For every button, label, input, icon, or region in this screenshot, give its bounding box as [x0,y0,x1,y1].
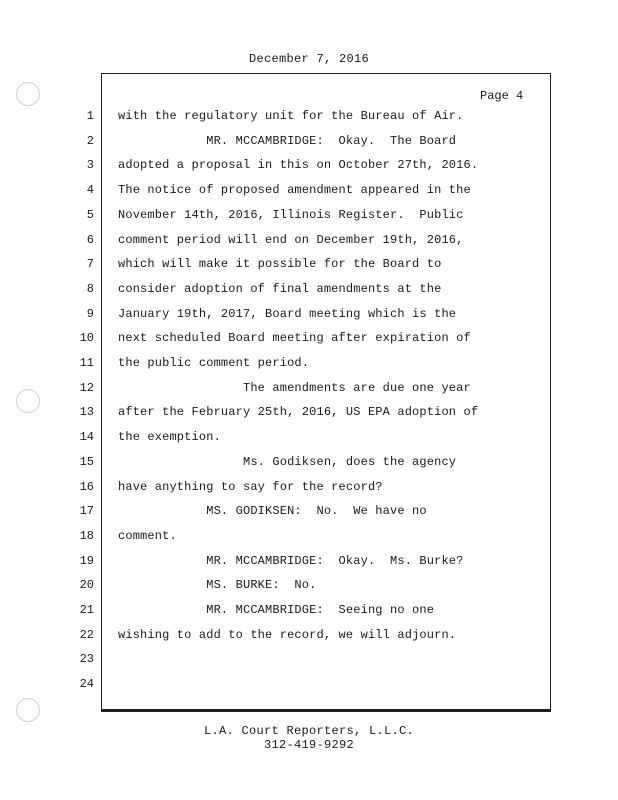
line-text: Ms. Godiksen, does the agency [118,455,457,469]
footer-phone: 312-419-9292 [263,738,354,752]
line-number: 1 [86,109,94,123]
line-number: 9 [86,307,94,321]
line-text: adopted a proposal in this on October 27th, 2016. [118,158,479,172]
frame-bottom-rule [101,709,551,712]
line-number: 6 [86,233,94,247]
line-number: 23 [79,652,94,666]
line-number: 19 [79,554,94,568]
line-text: The amendments are due one year [118,381,471,395]
line-text: comment. [118,529,177,543]
line-number: 12 [79,381,94,395]
line-number: 3 [86,158,94,172]
line-number: 18 [79,529,94,543]
line-number: 20 [79,578,94,592]
line-text: MR. MCCAMBRIDGE: Seeing no one [118,603,435,617]
line-number: 15 [79,455,94,469]
line-number: 2 [86,134,94,148]
line-number: 10 [79,331,94,345]
footer-company: L.A. Court Reporters, L.L.C. [203,724,415,738]
line-text: comment period will end on December 19th, 2016, [118,233,464,247]
line-number: 14 [79,430,94,444]
line-number: 8 [86,282,94,296]
line-text: have anything to say for the record? [118,480,383,494]
line-number: 4 [86,183,94,197]
punch-hole-top [16,82,40,106]
line-text: MS. GODIKSEN: No. We have no [118,504,427,518]
punch-hole-bottom [16,698,40,722]
line-text: the public comment period. [118,356,310,370]
line-text: MR. MCCAMBRIDGE: Okay. Ms. Burke? [118,554,464,568]
line-text: consider adoption of final amendments at the [118,282,442,296]
line-text: January 19th, 2017, Board meeting which is the [118,307,457,321]
line-number: 5 [86,208,94,222]
transcript-date-header: December 7, 2016 [248,52,370,66]
line-number: 7 [86,257,94,271]
line-text: The notice of proposed amendment appeared in the [118,183,471,197]
line-text: which will make it possible for the Board to [118,257,442,271]
line-number: 16 [79,480,94,494]
line-text: the exemption. [118,430,221,444]
line-number: 22 [79,628,94,642]
page-number: Page 4 [480,89,524,103]
line-text: MS. BURKE: No. [118,578,317,592]
line-text: next scheduled Board meeting after expiration of [118,331,471,345]
line-number: 11 [79,356,94,370]
line-text: after the February 25th, 2016, US EPA adoption of [118,405,479,419]
line-number: 24 [79,677,94,691]
punch-hole-middle [16,389,40,413]
line-number: 21 [79,603,94,617]
line-number: 13 [79,405,94,419]
line-text: MR. MCCAMBRIDGE: Okay. The Board [118,134,457,148]
line-text: wishing to add to the record, we will adjourn. [118,628,457,642]
line-number: 17 [79,504,94,518]
line-text: November 14th, 2016, Illinois Register. Public [118,208,464,222]
line-text: with the regulatory unit for the Bureau of Air. [118,109,464,123]
